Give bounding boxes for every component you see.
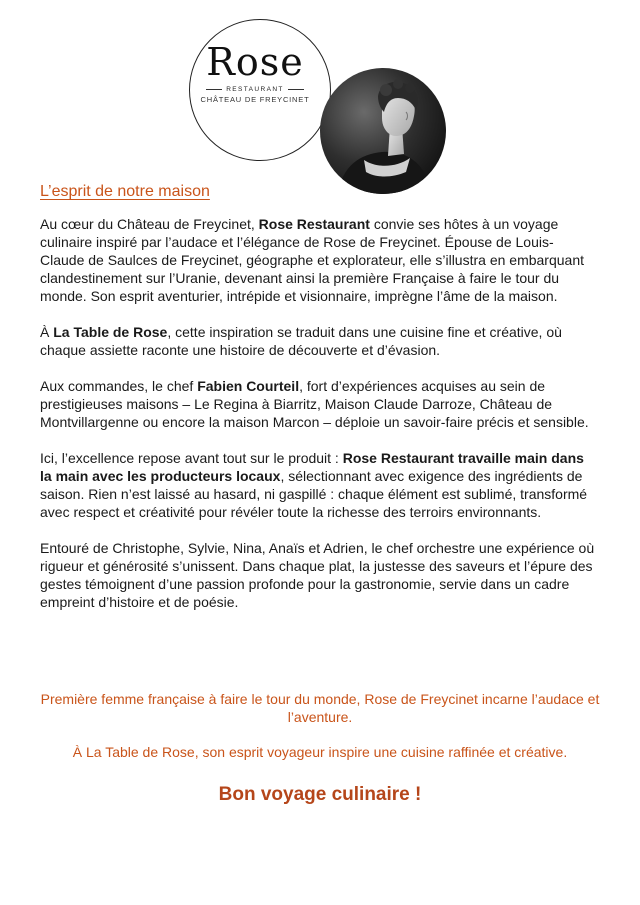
section-title: L’esprit de notre maison [40, 183, 210, 200]
chef-name: Fabien Courteil [197, 378, 300, 394]
tagline-table-de-rose: À La Table de Rose, son esprit voyageur inspire une cuisine raffinée et créative. [72, 744, 568, 760]
paragraph-intro: Au cœur du Château de Freycinet, Rose Restaurant convie ses hôtes à un voyage culinaire inspiré par l’audace et l’élégance de Rose de Freycinet. Épouse de Louis-Claude de Saulces de Freycinet, géographe et explorateur, elle s’illustra en embarquant clandestinement sur l’Uranie, devenant ainsi la première Française à faire le tour du monde. Son esprit aventurier, intrépide et visionnaire, imprègne l’âme de la maison. [40, 216, 584, 304]
logo [196, 42, 314, 104]
logo-subtitle [196, 86, 314, 93]
logo-location: CHÂTEAU DE FREYCINET [200, 95, 310, 104]
header [0, 0, 640, 200]
tagline-first-woman: Première femme française à faire le tour du monde, Rose de Freycinet incarne l’audace et l’aventure. [40, 691, 600, 725]
logo-rule-right [288, 89, 304, 90]
logo-wordmark: Rose [206, 40, 304, 84]
portrait-image [320, 68, 446, 194]
paragraph-table: À La Table de Rose, cette inspiration se traduit dans une cuisine fine et créative, où chaque assiette raconte une histoire de découverte et d’évasion. [40, 324, 562, 358]
paragraph-team: Entouré de Christophe, Sylvie, Nina, Anaïs et Adrien, le chef orchestre une expérience où rigueur et générosité s’unissent. Dans chaque plat, la justesse des saveurs et l’épure des gestes témoignent d’une passion profonde pour la gastronomie, servie dans un cadre empreint d’histoire et de poésie. [40, 540, 595, 610]
portrait-illustration [320, 68, 446, 194]
paragraph-produce: Ici, l’excellence repose avant tout sur le produit : Rose Restaurant travaille main dans la main avec les producteurs locaux, sélectionnant avec exigence des ingrédients de saison. Rien n’est laissé au hasard, ni gaspillé : chaque élément est sublimé, transformé avec respect et créativité pour révéler toute la richesse des terroirs environnants. [40, 450, 588, 520]
local-producers-highlight: Rose Restaurant travaille main dans la main avec les producteurs locaux [40, 450, 584, 484]
logo-subtitle-text: RESTAURANT [226, 86, 284, 93]
closing-headline: Bon voyage culinaire ! [218, 784, 422, 805]
table-name: La Table de Rose [53, 324, 168, 340]
paragraph-chef: Aux commandes, le chef Fabien Courteil, fort d’expériences acquises au sein de prestigieuses maisons – Le Regina à Biarritz, Maison Claude Darroze, Château de Montvillargenne ou encore la maison Marcon – déploie un savoir-faire précis et sensible. [40, 378, 589, 430]
main-content [40, 182, 596, 629]
restaurant-name: Rose Restaurant [258, 216, 370, 232]
logo-rule-left [206, 89, 222, 90]
